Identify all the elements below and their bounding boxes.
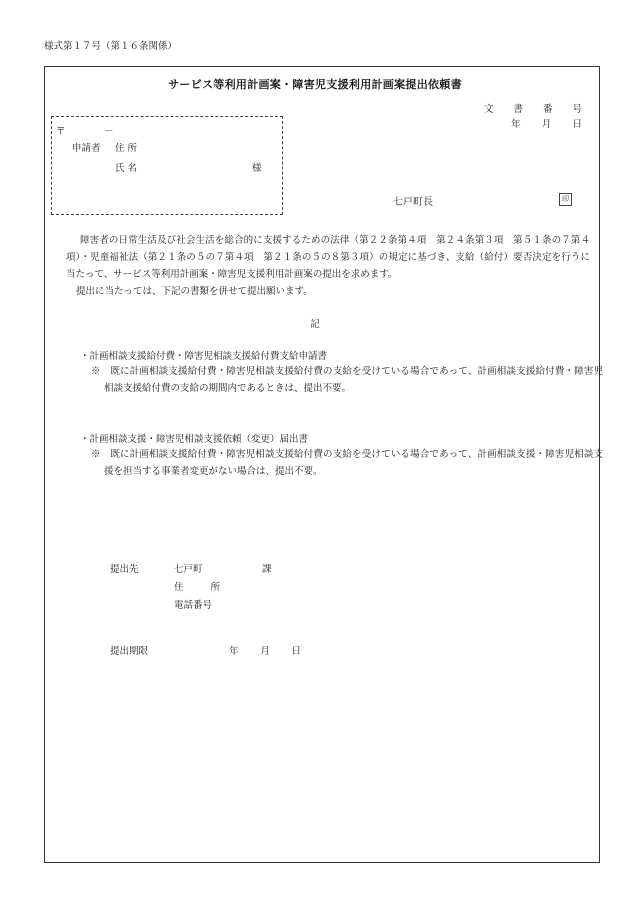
- submit-to-phone-label: 電話番号: [174, 600, 213, 611]
- applicant-label: 申請者: [72, 143, 101, 154]
- date-year: 年: [511, 119, 521, 130]
- postal-mark: 〒: [56, 126, 66, 137]
- doc-number-char: 文: [484, 104, 494, 115]
- deadline-month: 月: [260, 646, 270, 657]
- doc-number-char: 番: [542, 104, 553, 115]
- doc-number-char: 書: [513, 104, 523, 115]
- date-day: 日: [572, 119, 582, 130]
- seal-mark: 印: [559, 193, 572, 206]
- body-paragraph: 障害者の日常生活及び社会生活を総合的に支援するための法律（第２２条第４項 第２４条第３項 第５１条の７第４項）・児童福祉法（第２１条の５の７第４項 第２１条の５の８第３項）の規定に基づき、支給（給付）要否決定を行うに当たって、サービス等利用計画案・障害児支援利用計画案の提出を求めます。: [66, 235, 590, 280]
- deadline-date: [229, 643, 301, 657]
- request-paragraph: 提出に当たっては、下記の書類を併せて提出願います。: [76, 286, 313, 297]
- note-heading: 記: [310, 319, 320, 330]
- required-document-note: ※ 既に計画相談支援給付費・障害児相談支援給付費の支給を受けている場合であって、計画相談支援給付費・障害児相談支援給付費の支給の期間内であるときは、提出不要。: [91, 366, 603, 394]
- submit-to-label: 提出先: [110, 564, 139, 575]
- deadline-year: 年: [229, 646, 239, 657]
- deadline-label: 提出期限: [110, 646, 149, 657]
- mayor-signature: 七戸町長: [393, 197, 433, 208]
- required-document-title: ・計画相談支援・障害児相談支援依頼（変更）届出書: [80, 434, 309, 445]
- submit-to-division: 課: [262, 564, 272, 575]
- required-document-note: ※ 既に計画相談支援給付費・障害児相談支援給付費の支給を受けている場合であって、計画相談支援・障害児相談支援を担当する事業者変更がない場合は、提出不要。: [91, 449, 603, 477]
- submit-to-town: 七戸町: [174, 564, 203, 575]
- document-title: サービス等利用計画案・障害児支援利用計画案提出依頼書: [168, 78, 462, 91]
- required-document-title: ・計画相談支援給付費・障害児相談支援給付費支給申請書: [80, 351, 328, 362]
- date-month: 月: [541, 119, 552, 130]
- doc-number-char: 号: [572, 104, 582, 115]
- issue-date-line: [511, 116, 582, 130]
- submit-to-address-label: [174, 579, 220, 593]
- applicant-name-label: 氏 名: [115, 163, 138, 174]
- deadline-day: 日: [291, 646, 301, 657]
- form-number: 様式第１７号（第１６条関係）: [44, 41, 178, 52]
- document-number-line: [484, 101, 582, 115]
- address-char: 住: [174, 582, 184, 593]
- postal-dash: －: [104, 126, 114, 137]
- address-char: 所: [210, 582, 220, 593]
- honorific: 様: [252, 163, 262, 174]
- applicant-address-label: 住 所: [115, 143, 138, 154]
- addressee-window-box: [51, 116, 283, 215]
